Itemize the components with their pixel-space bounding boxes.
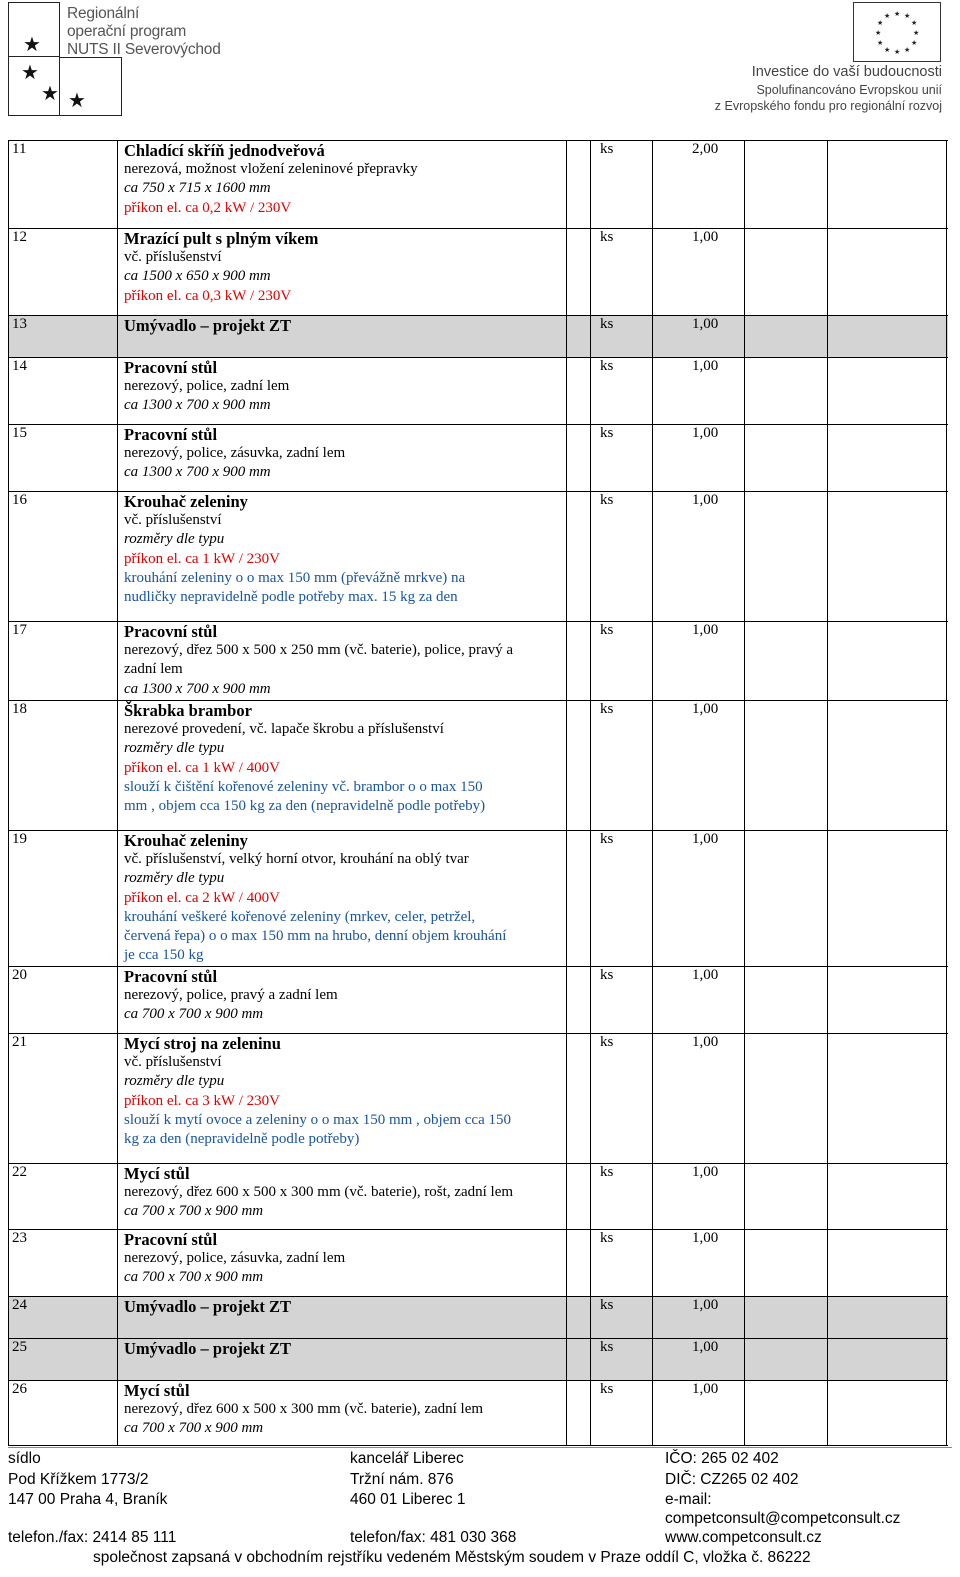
item-detail: zadní lem (124, 661, 183, 678)
item-number: 24 (12, 1297, 27, 1313)
item-dimensions: ca 700 x 700 x 900 mm (124, 1269, 264, 1286)
footer-office-street: Tržní nám. 876 (350, 1471, 454, 1488)
eu-line-3: z Evropského fondu pro regionální rozvoj (714, 99, 942, 113)
item-usage-note: nudličky nepravidelně podle potřeby max. 15 kg za den (124, 589, 458, 606)
item-usage-note: krouhání zeleniny o o max 150 mm (převážně mrkve) na (124, 569, 466, 586)
footer-divider (8, 1447, 952, 1448)
item-title: Škrabka brambor (124, 701, 252, 720)
table-grid-line (8, 140, 9, 1445)
item-usage-note: červená řepa) o o max 150 mm na hrubo, denní objem krouhání (124, 928, 507, 945)
item-quantity: 1,00 (692, 1230, 719, 1246)
rop-logo-box (8, 57, 60, 116)
item-title: Umývadlo – projekt ZT (124, 1297, 291, 1316)
item-description (124, 1297, 564, 1316)
item-title: Pracovní stůl (124, 358, 218, 377)
item-description (124, 1230, 564, 1288)
item-quantity: 1,00 (692, 1339, 719, 1355)
star-icon: ★ (68, 88, 86, 112)
item-detail: nerezový, dřez 500 x 500 x 250 mm (vč. baterie), police, pravý a (124, 642, 514, 659)
item-unit: ks (600, 358, 614, 374)
item-quantity: 1,00 (692, 622, 719, 638)
item-number: 12 (12, 229, 27, 245)
item-description (124, 622, 564, 699)
item-usage-note: kg za den (nepravidelně podle potřeby) (124, 1131, 360, 1148)
item-dimensions: ca 1300 x 700 x 900 mm (124, 680, 271, 697)
item-title: Mycí stůl (124, 1381, 190, 1400)
item-description (124, 1164, 564, 1222)
item-power-spec: příkon el. ca 3 kW / 230V (124, 1092, 280, 1109)
table-grid-line (590, 140, 591, 1445)
item-number: 13 (12, 316, 27, 332)
item-unit: ks (600, 1230, 614, 1246)
item-quantity: 1,00 (692, 316, 719, 332)
item-power-spec: příkon el. ca 1 kW / 400V (124, 759, 280, 776)
footer-ico: IČO: 265 02 402 (665, 1450, 779, 1467)
rop-logo-text-3: NUTS II Severovýchod (67, 41, 221, 58)
item-description (124, 1339, 564, 1358)
item-detail: nerezový, dřez 600 x 500 x 300 mm (vč. baterie), zadní lem (124, 1401, 484, 1418)
footer-phone-prague: telefon./fax: 2414 85 111 (8, 1529, 177, 1546)
footer-email-label: e-mail: (665, 1491, 712, 1508)
item-title: Chladící skříň jednodveřová (124, 141, 325, 160)
item-usage-note: krouhání veškeré kořenové zeleniny (mrkev, celer, petržel, (124, 908, 476, 925)
eu-tagline: Investice do vaší budoucnosti (751, 64, 942, 80)
item-quantity: 1,00 (692, 1381, 719, 1397)
star-icon: ★ (23, 32, 41, 56)
item-unit: ks (600, 425, 614, 441)
item-usage-note: slouží k mytí ovoce a zeleniny o o max 150 mm , objem cca 150 (124, 1111, 511, 1128)
eu-line-2: Spolufinancováno Evropskou unií (756, 83, 942, 97)
item-unit: ks (600, 1164, 614, 1180)
item-detail: vč. příslušenství (124, 1054, 222, 1071)
item-unit: ks (600, 492, 614, 508)
footer-email-link[interactable]: competconsult@competconsult.cz (665, 1510, 901, 1527)
footer-dic: DIČ: CZ265 02 402 (665, 1471, 799, 1488)
item-number: 17 (12, 622, 27, 638)
rop-logo-text-2: operační program (67, 23, 187, 40)
item-quantity: 1,00 (692, 229, 719, 245)
item-unit: ks (600, 1381, 614, 1397)
item-dimensions: rozměry dle typu (124, 531, 225, 548)
item-dimensions: ca 1300 x 700 x 900 mm (124, 464, 271, 481)
item-unit: ks (600, 622, 614, 638)
item-unit: ks (600, 141, 614, 157)
item-description (124, 701, 564, 816)
rop-logo-box (8, 2, 60, 57)
item-dimensions: ca 750 x 715 x 1600 mm (124, 180, 271, 197)
item-number: 19 (12, 831, 27, 847)
item-quantity: 1,00 (692, 492, 719, 508)
item-number: 25 (12, 1339, 27, 1355)
table-grid-line (827, 140, 828, 1445)
table-grid-line (566, 140, 567, 1445)
item-detail: vč. příslušenství, velký horní otvor, krouhání na oblý tvar (124, 851, 469, 868)
item-detail: nerezový, police, zásuvka, zadní lem (124, 1250, 346, 1267)
star-icon: ★ (41, 81, 59, 105)
item-title: Pracovní stůl (124, 967, 218, 986)
item-unit: ks (600, 229, 614, 245)
item-unit: ks (600, 701, 614, 717)
rop-logo-box (60, 57, 122, 116)
item-description (124, 141, 564, 218)
item-detail: nerezový, police, zásuvka, zadní lem (124, 445, 346, 462)
footer-web-link[interactable]: www.competconsult.cz (665, 1529, 822, 1546)
item-quantity: 1,00 (692, 425, 719, 441)
item-number: 21 (12, 1034, 27, 1050)
table-grid-line (652, 140, 653, 1445)
item-quantity: 1,00 (692, 1034, 719, 1050)
item-dimensions: ca 1300 x 700 x 900 mm (124, 397, 271, 414)
item-quantity: 1,00 (692, 1297, 719, 1313)
item-power-spec: příkon el. ca 1 kW / 230V (124, 550, 280, 567)
footer-registry: společnost zapsaná v obchodním rejstříku vedeném Městským soudem v Praze oddíl C, vložka č. 86222 (93, 1549, 811, 1566)
rop-logo-text-1: Regionální (67, 5, 140, 22)
item-description (124, 229, 564, 306)
item-unit: ks (600, 1297, 614, 1313)
item-title: Pracovní stůl (124, 622, 218, 641)
item-description (124, 425, 564, 483)
item-usage-note: slouží k čištění kořenové zeleniny vč. brambor o o max 150 (124, 778, 483, 795)
footer-seat-city: 147 00 Praha 4, Braník (8, 1491, 168, 1508)
star-icon: ★ (21, 60, 39, 84)
item-number: 23 (12, 1230, 27, 1246)
item-power-spec: příkon el. ca 0,3 kW / 230V (124, 287, 292, 304)
item-title: Krouhač zeleniny (124, 492, 248, 511)
item-quantity: 1,00 (692, 831, 719, 847)
item-number: 22 (12, 1164, 27, 1180)
footer-office-label: kancelář Liberec (350, 1450, 464, 1467)
item-quantity: 1,00 (692, 967, 719, 983)
item-quantity: 1,00 (692, 701, 719, 717)
item-detail: nerezový, police, zadní lem (124, 378, 290, 395)
item-title: Krouhač zeleniny (124, 831, 248, 850)
item-dimensions: ca 1500 x 650 x 900 mm (124, 268, 271, 285)
item-number: 18 (12, 701, 27, 717)
item-number: 16 (12, 492, 27, 508)
table-grid-line (117, 140, 118, 1445)
item-title: Pracovní stůl (124, 1230, 218, 1249)
item-dimensions: ca 700 x 700 x 900 mm (124, 1420, 264, 1437)
item-unit: ks (600, 1339, 614, 1355)
footer-seat-label: sídlo (8, 1450, 41, 1467)
item-number: 11 (12, 141, 27, 157)
item-description (124, 358, 564, 416)
item-description (124, 967, 564, 1025)
item-number: 14 (12, 358, 27, 374)
item-detail: vč. příslušenství (124, 249, 222, 266)
item-power-spec: příkon el. ca 0,2 kW / 230V (124, 199, 292, 216)
item-dimensions: ca 700 x 700 x 900 mm (124, 1006, 264, 1023)
item-unit: ks (600, 967, 614, 983)
item-usage-note: mm , objem cca 150 kg za den (nepravidelně podle potřeby) (124, 798, 486, 815)
footer-office-city: 460 01 Liberec 1 (350, 1491, 466, 1508)
item-usage-note: je cca 150 kg (124, 947, 204, 964)
item-power-spec: příkon el. ca 2 kW / 400V (124, 889, 280, 906)
item-number: 20 (12, 967, 27, 983)
item-title: Mycí stroj na zeleninu (124, 1034, 281, 1053)
item-detail: nerezový, police, pravý a zadní lem (124, 987, 338, 1004)
item-quantity: 1,00 (692, 358, 719, 374)
table-grid-line (946, 140, 947, 1445)
table-grid-line (744, 140, 745, 1445)
item-description (124, 1034, 564, 1149)
item-detail: nerezová, možnost vložení zeleninové přepravky (124, 161, 418, 178)
eu-flag-icon: ★ ★ ★ ★ ★ ★ ★ ★ ★ ★ ★ ★ (853, 2, 941, 62)
item-unit: ks (600, 316, 614, 332)
item-detail: nerezové provedení, vč. lapače škrobu a příslušenství (124, 721, 444, 738)
item-dimensions: rozměry dle typu (124, 1073, 225, 1090)
item-number: 26 (12, 1381, 27, 1397)
table-bottom-border (8, 1445, 948, 1446)
item-dimensions: rozměry dle typu (124, 740, 225, 757)
footer-seat-street: Pod Křížkem 1773/2 (8, 1471, 149, 1488)
item-quantity: 1,00 (692, 1164, 719, 1180)
item-title: Pracovní stůl (124, 425, 218, 444)
item-unit: ks (600, 831, 614, 847)
item-detail: nerezový, dřez 600 x 500 x 300 mm (vč. baterie), rošt, zadní lem (124, 1184, 514, 1201)
item-description (124, 831, 564, 965)
item-description (124, 316, 564, 335)
footer-phone-liberec: telefon/fax: 481 030 368 (350, 1529, 517, 1546)
item-detail: vč. příslušenství (124, 512, 222, 529)
item-unit: ks (600, 1034, 614, 1050)
item-dimensions: rozměry dle typu (124, 870, 225, 887)
item-description (124, 492, 564, 607)
item-title: Umývadlo – projekt ZT (124, 1339, 291, 1358)
item-number: 15 (12, 425, 27, 441)
item-title: Umývadlo – projekt ZT (124, 316, 291, 335)
item-title: Mycí stůl (124, 1164, 190, 1183)
item-title: Mrazící pult s plným víkem (124, 229, 319, 248)
item-quantity: 2,00 (692, 141, 719, 157)
item-dimensions: ca 700 x 700 x 900 mm (124, 1203, 264, 1220)
item-description (124, 1381, 564, 1439)
